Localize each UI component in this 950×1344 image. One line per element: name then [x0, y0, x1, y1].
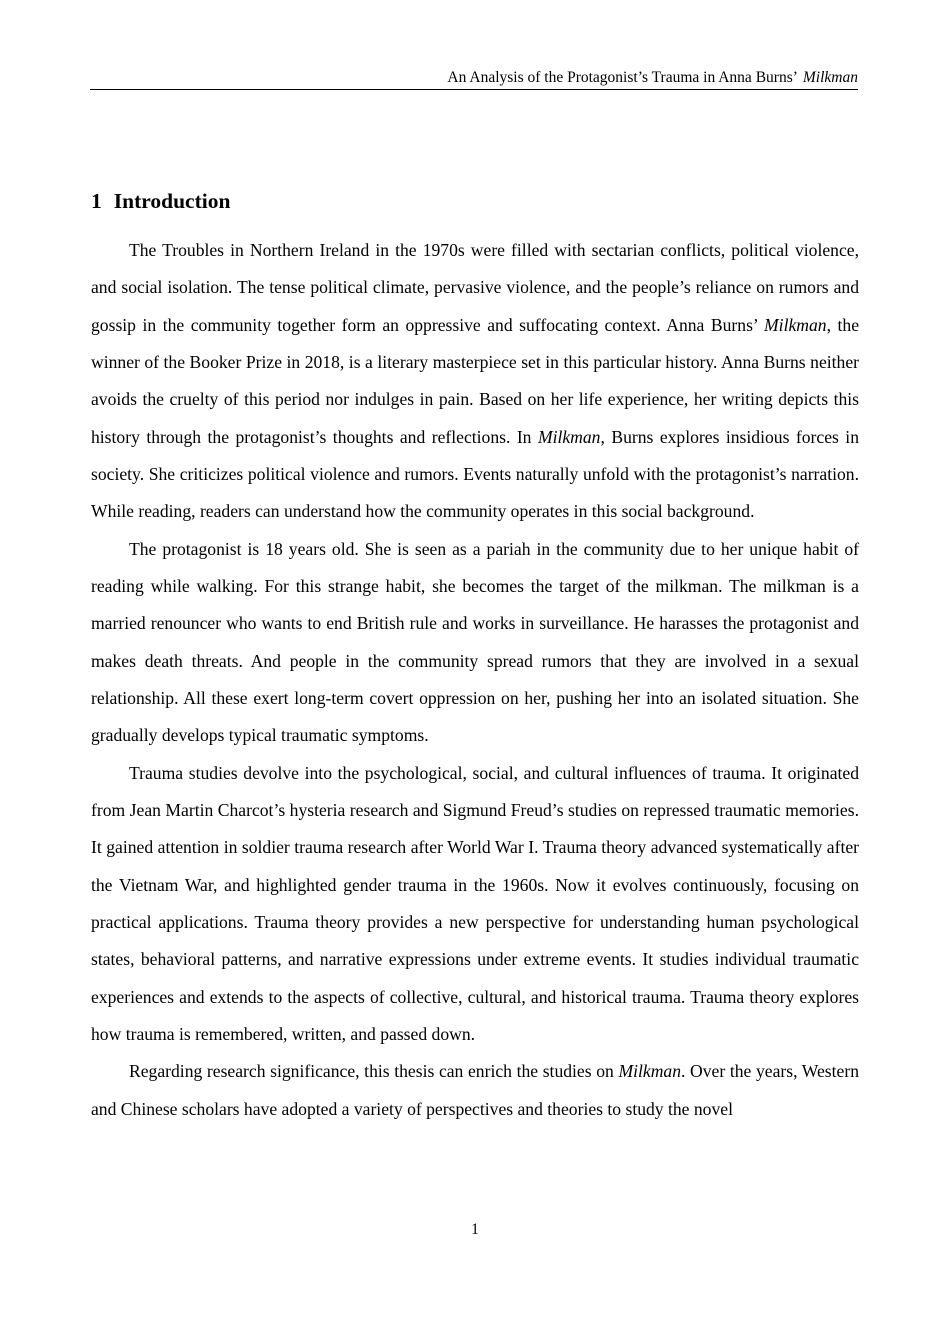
running-header-book-title: Milkman — [802, 69, 858, 86]
running-header — [90, 68, 858, 90]
page-number: 1 — [471, 1221, 479, 1238]
paragraph-2: The protagonist is 18 years old. She is seen as a pariah in the community due to her unique habit of reading while walking. For this strange habit, she becomes the target of the milkman. The milkman is a married renouncer who wants to end British rule and works in surveillance. He harasses the protagonist and makes death threats. And people in the community spread rumors that they are involved in a sexual relationship. All these exert long-term covert oppression on her, pushing her into an isolated situation. She gradually develops typical traumatic symptoms. — [91, 538, 859, 746]
section-title: Introduction — [113, 189, 231, 213]
section-body — [91, 232, 859, 1128]
paragraph-3: Trauma studies devolve into the psychological, social, and cultural influences of trauma. It originated from Jean Martin Charcot’s hysteria research and Sigmund Freud’s studies on repressed traumatic memories. It gained attention in soldier trauma research after World War I. Trauma theory advanced systematically after the Vietnam War, and highlighted gender trauma in the 1960s. Now it evolves continuously, focusing on practical applications. Trauma theory provides a new perspective for understanding human psychological states, behavioral patterns, and narrative expressions under extreme events. It studies individual traumatic experiences and extends to the aspects of collective, cultural, and historical trauma. Trauma theory explores how trauma is remembered, written, and passed down. — [91, 762, 859, 1044]
section-heading — [91, 187, 230, 215]
paragraph-4-text-a: Regarding research significance, this thesis can enrich the studies on — [129, 1061, 619, 1082]
paragraph-1-text-a: The Troubles in Northern Ireland in the 1970s were filled with sectarian conflicts, political violence, and social isolation. The tense political climate, pervasive violence, and the people’s reliance on rumors and gossip in the community together form an oppressive and suffocating context. Anna Burns’ — [91, 240, 859, 335]
paragraph-4-text-b: . Over the years, Western and Chinese scholars have adopted a variety of perspectives and theories to study the novel — [91, 1061, 860, 1119]
paragraph-1-text-c: , Burns explores insidious forces in society. She criticizes political violence and rumors. Events naturally unfold with the protagonist’s narration. While reading, readers can understand how the community operates in this social background. — [91, 426, 859, 522]
book-title-italic: Milkman — [618, 1061, 681, 1082]
book-title-italic: Milkman — [537, 426, 601, 447]
book-title-italic: Milkman — [764, 314, 827, 335]
paragraph-1-text-b: , the winner of the Booker Prize in 2018, is a literary masterpiece set in this particular history. Anna Burns neither avoids the cruelty of this period nor indulges in pain. Based on her life experience, her writing depicts this history through the protagonist’s thoughts and reflections. In — [91, 314, 860, 447]
section-number: 1 — [91, 189, 102, 213]
running-header-title: An Analysis of the Protagonist’s Trauma in Anna Burns’ — [447, 69, 798, 86]
paragraph-1 — [91, 232, 859, 531]
paragraph-4 — [91, 1053, 859, 1128]
